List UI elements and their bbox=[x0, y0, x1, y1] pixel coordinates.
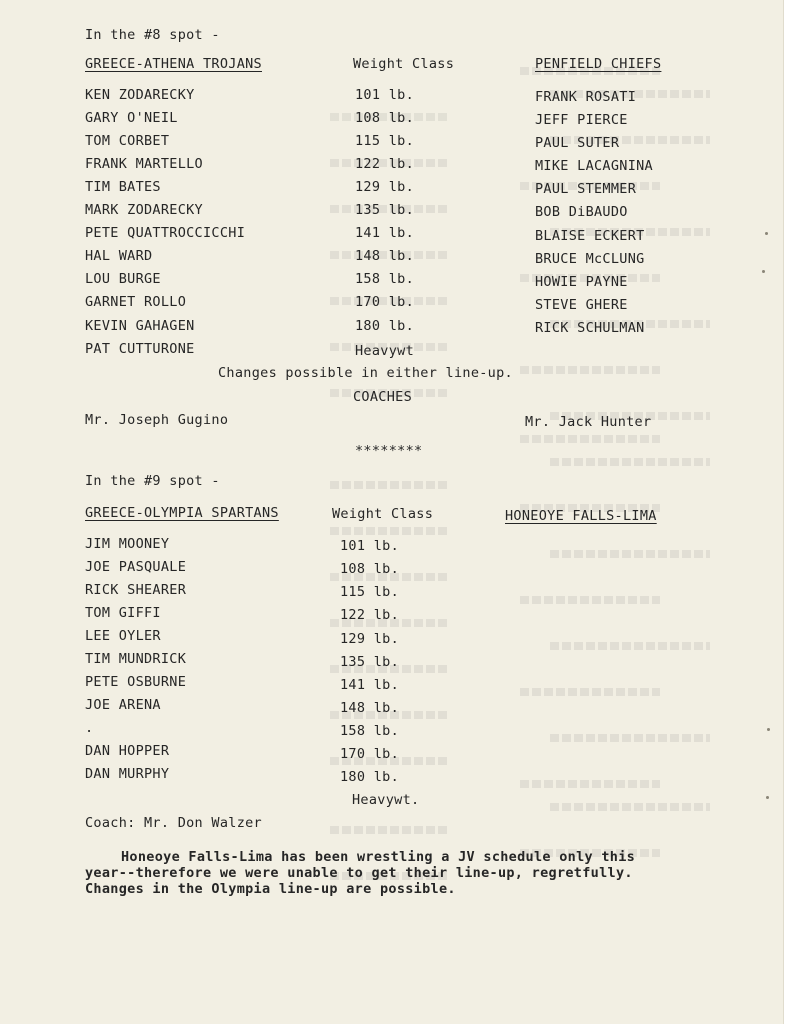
home-wrestler: JIM MOONEY bbox=[85, 536, 170, 552]
home-coach: Mr. Joseph Gugino bbox=[85, 412, 229, 428]
weight-class: Heavywt. bbox=[352, 792, 420, 808]
away-wrestler: FRANK ROSATI bbox=[535, 89, 637, 105]
home-team-name: GREECE-ATHENA TROJANS bbox=[85, 56, 262, 72]
home-wrestler: FRANK MARTELLO bbox=[85, 156, 203, 172]
away-team-name: PENFIELD CHIEFS bbox=[535, 56, 662, 72]
away-wrestler: JEFF PIERCE bbox=[535, 112, 628, 128]
weight-class: 158 lb. bbox=[355, 271, 414, 287]
home-wrestler: . bbox=[85, 720, 94, 736]
weight-class: 158 lb. bbox=[340, 723, 399, 739]
weight-class: 108 lb. bbox=[355, 110, 414, 126]
home-wrestler: KEN ZODARECKY bbox=[85, 87, 195, 103]
weight-class: 141 lb. bbox=[355, 225, 414, 241]
home-wrestler: TOM GIFFI bbox=[85, 605, 161, 621]
paper-speck bbox=[766, 796, 769, 799]
home-wrestler: JOE PASQUALE bbox=[85, 559, 187, 575]
weight-class: 101 lb. bbox=[355, 87, 414, 103]
weight-class: 170 lb. bbox=[340, 746, 399, 762]
home-wrestler: GARNET ROLLO bbox=[85, 294, 187, 310]
home-wrestler: JOE ARENA bbox=[85, 697, 161, 713]
away-coach: Mr. Jack Hunter bbox=[525, 414, 652, 430]
away-wrestler: MIKE LACAGNINA bbox=[535, 158, 653, 174]
home-wrestler: LOU BURGE bbox=[85, 271, 161, 287]
away-wrestler: BRUCE McCLUNG bbox=[535, 251, 645, 267]
paper-speck bbox=[767, 728, 770, 731]
away-team-name: HONEOYE FALLS-LIMA bbox=[505, 508, 657, 524]
home-wrestler: PETE QUATTROCCICCHI bbox=[85, 225, 246, 241]
away-wrestler: PAUL STEMMER bbox=[535, 181, 637, 197]
weight-class: 129 lb. bbox=[355, 179, 414, 195]
lineup-note-paragraph bbox=[85, 849, 710, 897]
paper-speck bbox=[762, 270, 765, 273]
weight-class-header: Weight Class bbox=[332, 506, 434, 522]
weight-class: 129 lb. bbox=[340, 631, 399, 647]
away-wrestler: PAUL SUTER bbox=[535, 135, 620, 151]
away-wrestler: STEVE GHERE bbox=[535, 297, 628, 313]
home-wrestler: PETE OSBURNE bbox=[85, 674, 187, 690]
home-wrestler: MARK ZODARECKY bbox=[85, 202, 203, 218]
weight-class: 135 lb. bbox=[340, 654, 399, 670]
home-wrestler: HAL WARD bbox=[85, 248, 153, 264]
home-wrestler: DAN MURPHY bbox=[85, 766, 170, 782]
weight-class: 122 lb. bbox=[340, 607, 399, 623]
weight-class: Heavywt bbox=[355, 343, 414, 359]
home-wrestler: TIM MUNDRICK bbox=[85, 651, 187, 667]
weight-class: 135 lb. bbox=[355, 202, 414, 218]
lineup-change-note: Changes possible in either line-up. bbox=[218, 365, 513, 381]
home-team-name: GREECE-OLYMPIA SPARTANS bbox=[85, 505, 279, 521]
away-wrestler: BLAISE ECKERT bbox=[535, 228, 645, 244]
away-wrestler: HOWIE PAYNE bbox=[535, 274, 628, 290]
olympia-coach: Coach: Mr. Don Walzer bbox=[85, 815, 262, 831]
weight-class: 148 lb. bbox=[340, 700, 399, 716]
spot-9-heading: In the #9 spot - bbox=[85, 473, 220, 489]
home-wrestler: KEVIN GAHAGEN bbox=[85, 318, 195, 334]
weight-class: 141 lb. bbox=[340, 677, 399, 693]
home-wrestler: PAT CUTTURONE bbox=[85, 341, 195, 357]
paragraph-text: Honeoye Falls-Lima has been wrestling a JV schedule only this year--therefore we were unable to get their line-up, regretfully. Changes in the Olympia line-up are possible. bbox=[85, 849, 636, 897]
weight-class: 101 lb. bbox=[340, 538, 399, 554]
weight-class: 180 lb. bbox=[340, 769, 399, 785]
away-wrestler: RICK SCHULMAN bbox=[535, 320, 645, 336]
weight-class: 122 lb. bbox=[355, 156, 414, 172]
weight-class: 170 lb. bbox=[355, 294, 414, 310]
away-wrestler: BOB DiBAUDO bbox=[535, 204, 628, 220]
weight-class: 180 lb. bbox=[355, 318, 414, 334]
paper-speck bbox=[765, 232, 768, 235]
weight-class-header: Weight Class bbox=[353, 56, 455, 72]
home-wrestler: GARY O'NEIL bbox=[85, 110, 178, 126]
section-separator: ******** bbox=[355, 443, 423, 459]
weight-class: 148 lb. bbox=[355, 248, 414, 264]
weight-class: 108 lb. bbox=[340, 561, 399, 577]
weight-class: 115 lb. bbox=[355, 133, 414, 149]
home-wrestler: DAN HOPPER bbox=[85, 743, 170, 759]
coaches-heading: COACHES bbox=[353, 389, 412, 405]
spot-8-heading: In the #8 spot - bbox=[85, 27, 220, 43]
home-wrestler: LEE OYLER bbox=[85, 628, 161, 644]
home-wrestler: TOM CORBET bbox=[85, 133, 170, 149]
home-wrestler: TIM BATES bbox=[85, 179, 161, 195]
home-wrestler: RICK SHEARER bbox=[85, 582, 187, 598]
weight-class: 115 lb. bbox=[340, 584, 399, 600]
